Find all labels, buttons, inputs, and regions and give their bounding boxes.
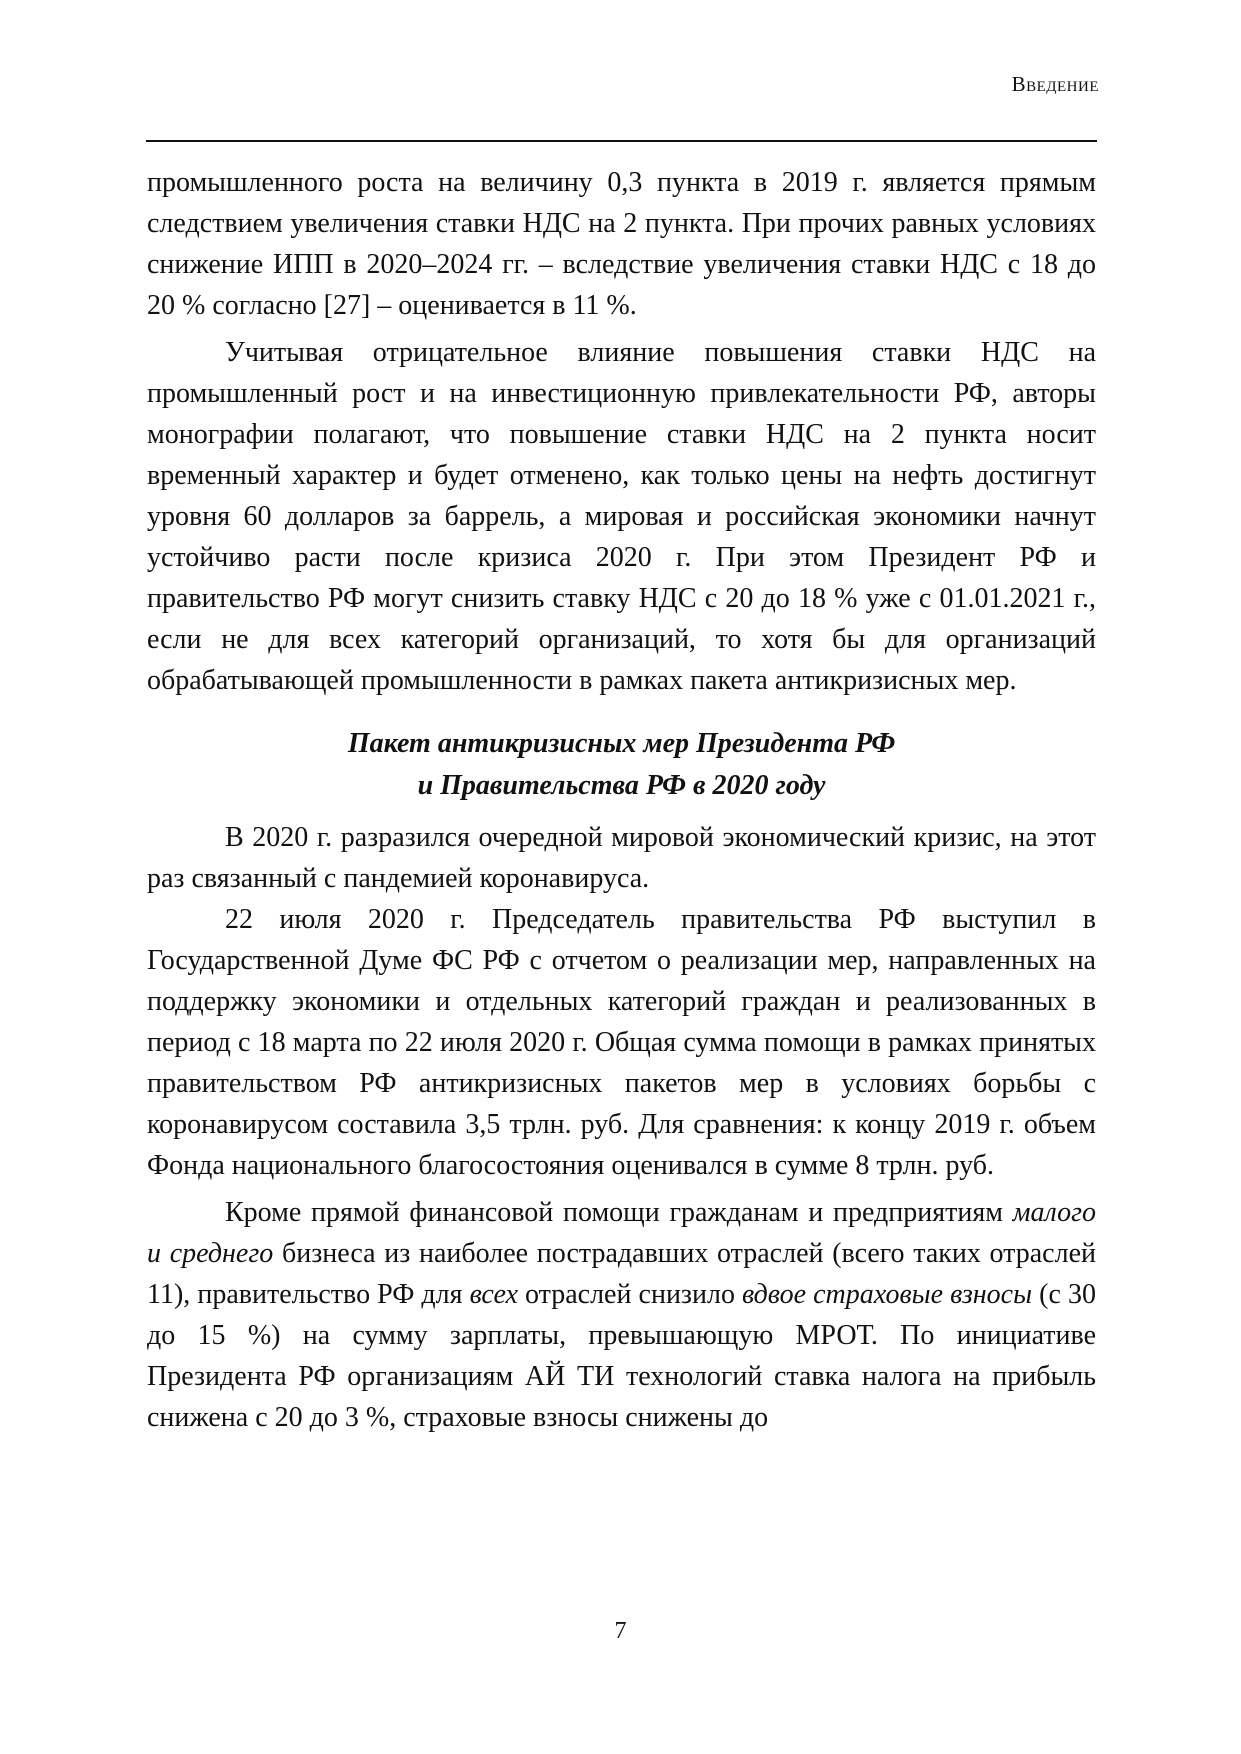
page-body	[147, 162, 1096, 1438]
paragraph-5-italic-2: всех	[469, 1279, 518, 1310]
page-number: 7	[614, 1618, 627, 1644]
paragraph-5-text-1: Кроме прямой финансовой помощи гражданам и предприятиям	[225, 1197, 1013, 1228]
header-rule	[146, 140, 1097, 142]
paragraph-5-text-4: (с 30 до 15 %) на сумму зарплаты, превышающую МРОТ. По инициативе Президента РФ организациям АЙ ТИ технологий ставка налога на прибыль снижена с 20 до 3 %, страховые взносы снижены до	[147, 1279, 1096, 1433]
paragraph-5-text-3: отраслей снизило	[517, 1279, 743, 1310]
section-title	[147, 723, 1096, 807]
paragraph-5	[147, 1192, 1096, 1438]
running-header: Введение	[1011, 72, 1099, 96]
paragraph-4: 22 июля 2020 г. Председатель правительства РФ выступил в Государственной Думе ФС РФ с отчетом о реализации мер, направленных на поддержку экономики и отдельных категорий граждан и реализованных в период с 18 марта по 22 июля 2020 г. Общая сумма помощи в рамках принятых правительством РФ антикризисных пакетов мер в условиях борьбы с коронавирусом составила 3,5 трлн. руб. Для сравнения: к концу 2019 г. объем Фонда национального благосостояния оценивался в сумме 8 трлн. руб.	[147, 904, 1096, 1181]
paragraph-2: Учитывая отрицательное влияние повышения ставки НДС на промышленный рост и на инвестиционную привлекательности РФ, авторы монографии полагают, что повышение ставки НДС на 2 пункта носит временный характер и будет отменено, как только цены на нефть достигнут уровня 60 долларов за баррель, а мировая и российская экономики начнут устойчиво расти после кризиса 2020 г. При этом Президент РФ и правительство РФ могут снизить ставку НДС с 20 до 18 % уже с 01.01.2021 г., если не для всех категорий организаций, то хотя бы для организаций обрабатывающей промышленности в рамках пакета антикризисных мер.	[147, 337, 1096, 696]
paragraph-5-italic-1: малого и среднего	[147, 1197, 1096, 1269]
paragraph-5-text-2: бизнеса из наиболее пострадавших отраслей (всего таких отраслей 11), правительство РФ для	[147, 1238, 1096, 1310]
paragraph-3: В 2020 г. разразился очередной мировой экономический кризис, на этот раз связанный с пандемией коронавируса.	[147, 822, 1096, 894]
paragraph-1: промышленного роста на величину 0,3 пункта в 2019 г. является прямым следствием увеличения ставки НДС на 2 пункта. При прочих равных условиях снижение ИПП в 2020–2024 гг. – вследствие увеличения ставки НДС с 18 до 20 % согласно [27] – оценивается в 11 %.	[147, 167, 1096, 321]
section-title-line-2: и Правительства РФ в 2020 году	[417, 770, 826, 801]
section-title-line-1: Пакет антикризисных мер Президента РФ	[347, 728, 896, 759]
paragraph-5-italic-3: вдвое страховые взносы	[742, 1279, 1033, 1310]
